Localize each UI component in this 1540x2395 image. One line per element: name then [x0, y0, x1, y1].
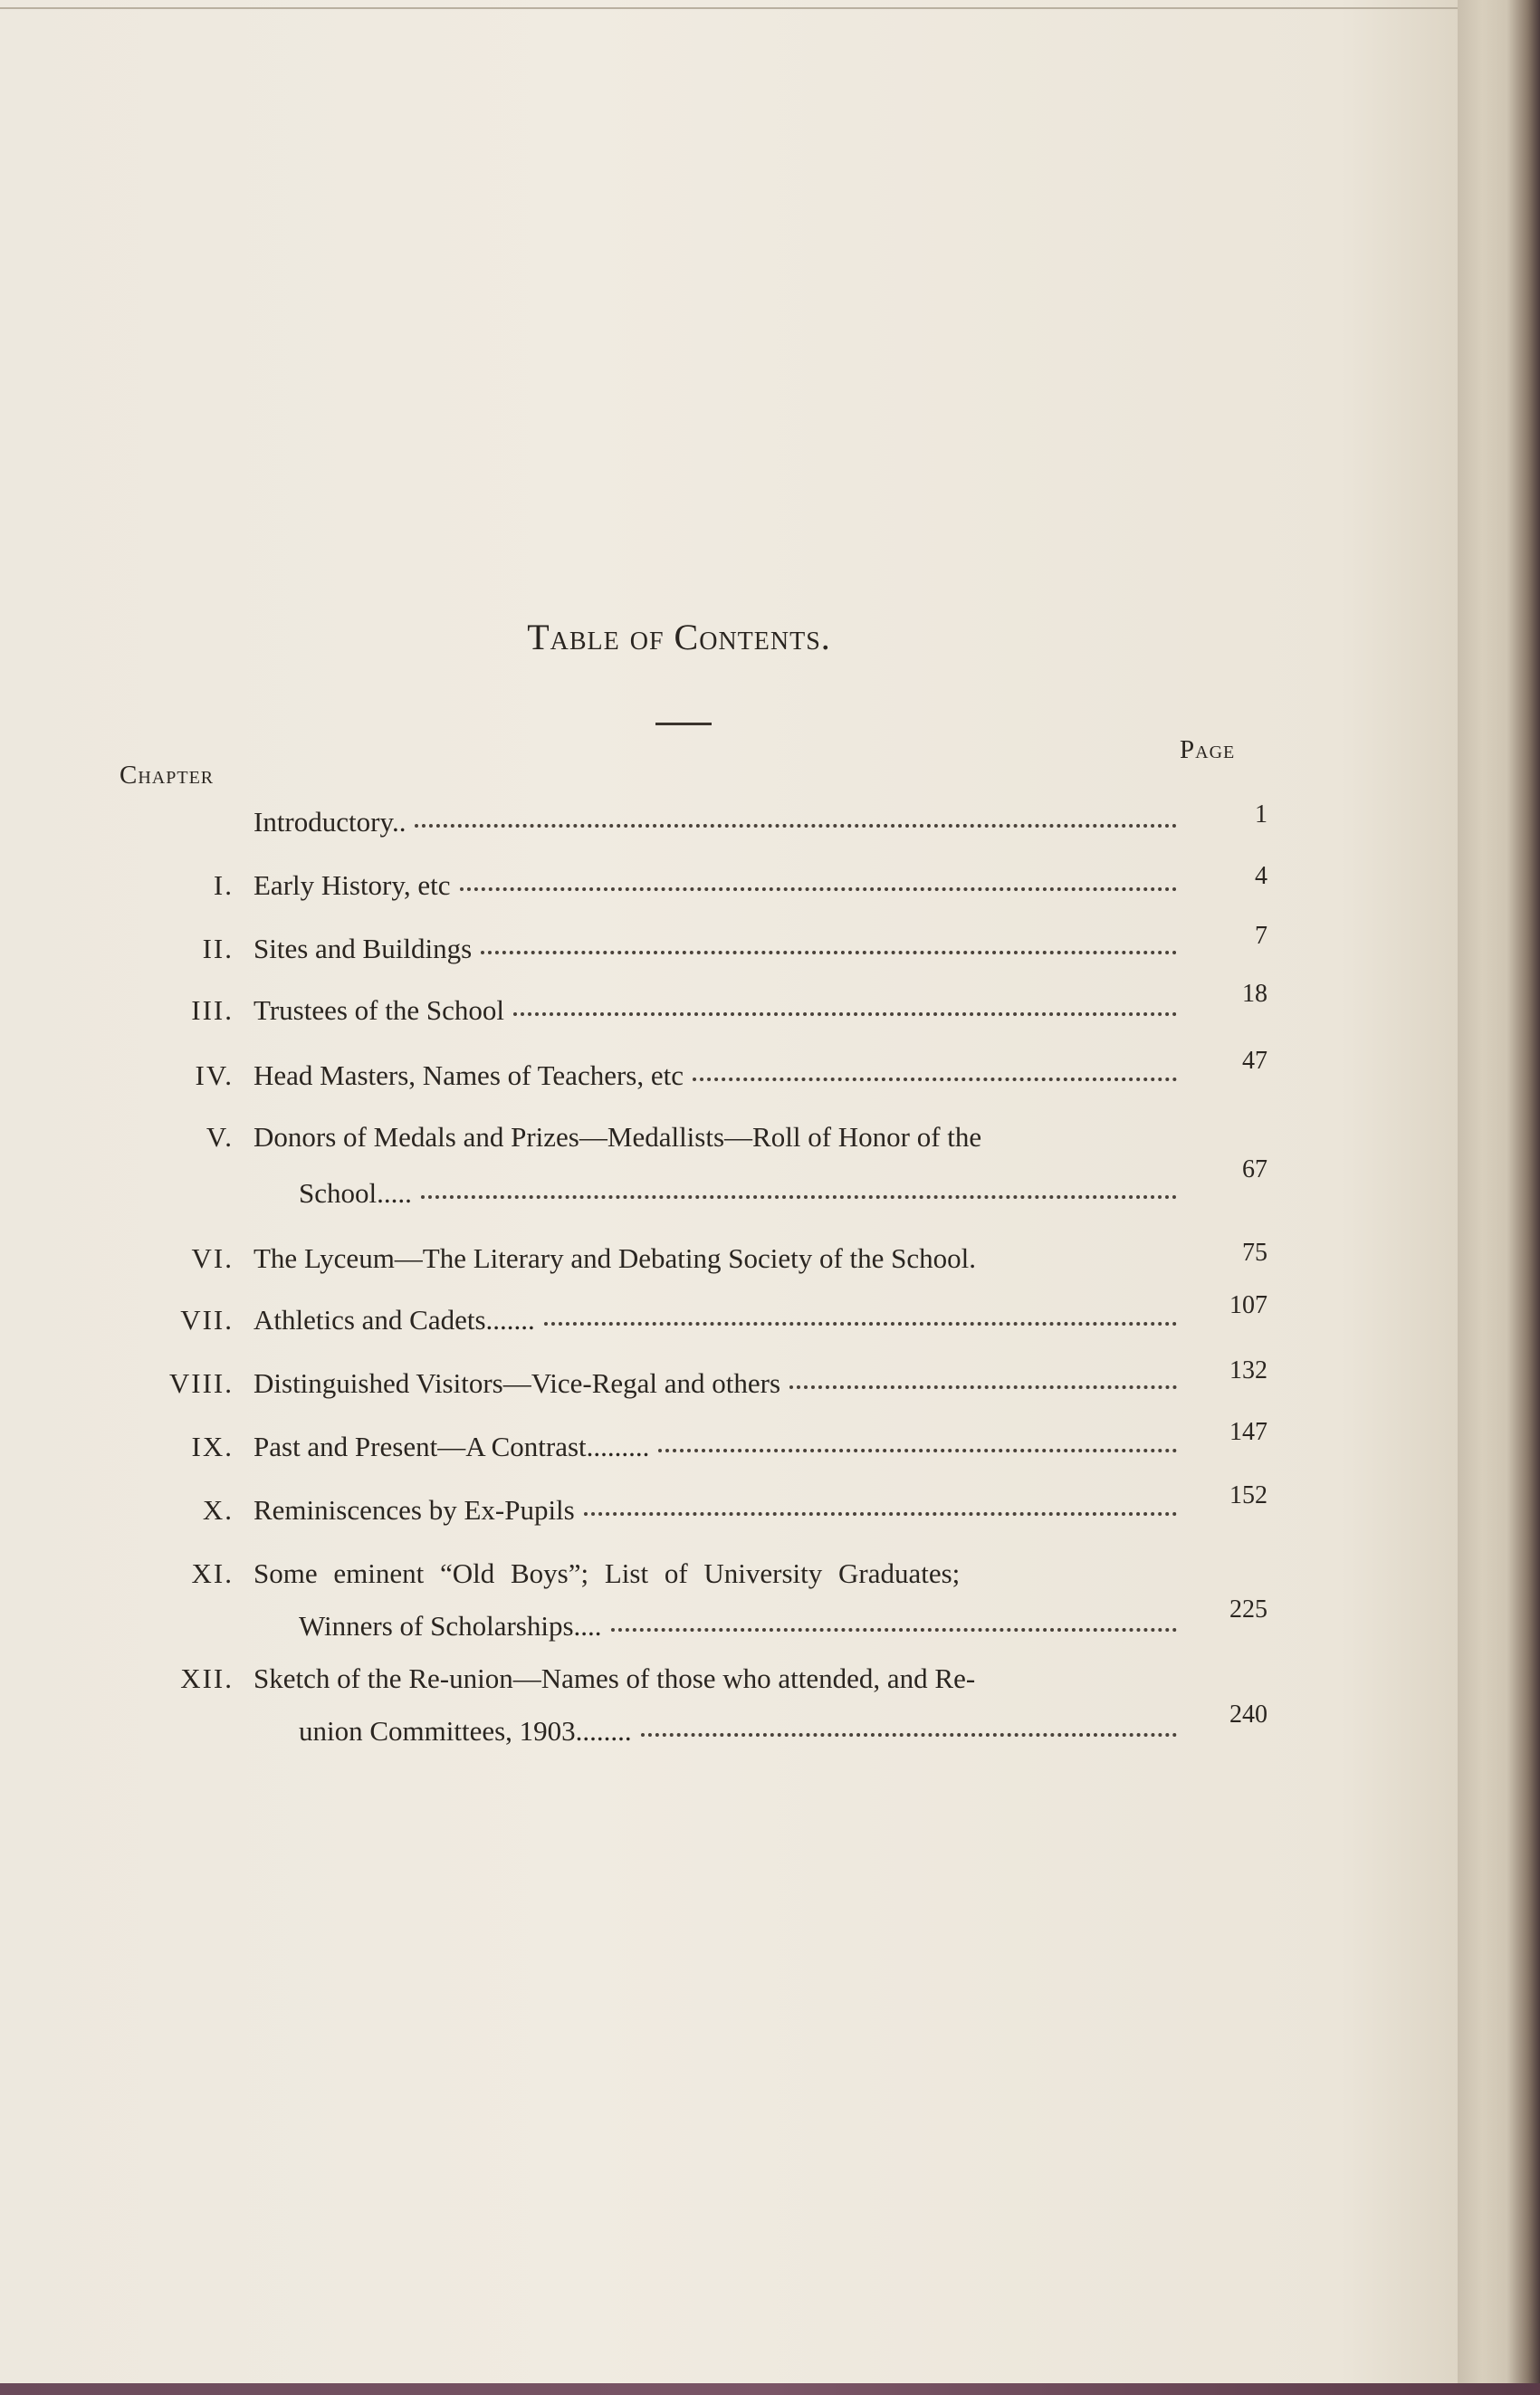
chapter-numeral: V.	[206, 1121, 234, 1153]
chapter-numeral: I.	[213, 869, 234, 901]
chapter-title-continuation: union Committees, 1903........	[299, 1715, 632, 1747]
chapter-title: Trustees of the School	[253, 994, 504, 1026]
toc-entry	[109, 1481, 1267, 1534]
chapter-title: Distinguished Visitors—Vice-Regal and others	[253, 1367, 781, 1399]
dot-leader	[641, 1729, 1177, 1737]
chapter-title: Past and Present—A Contrast.........	[253, 1431, 650, 1462]
chapter-numeral: III.	[191, 994, 234, 1026]
dot-leader	[415, 820, 1177, 828]
page-number: 7	[1255, 922, 1267, 950]
dot-leader	[611, 1624, 1177, 1632]
toc-entry	[109, 1356, 1267, 1407]
page-number: 4	[1255, 862, 1267, 890]
page-number: 18	[1242, 980, 1267, 1008]
toc-entry	[109, 1239, 1267, 1282]
toc-entry	[109, 1121, 1267, 1221]
chapter-title: Some eminent “Old Boys”; List of University Graduates;	[253, 1557, 961, 1589]
chapter-column-label: Chapter	[120, 761, 215, 790]
cover-edge	[0, 2383, 1540, 2395]
page-number: 147	[1229, 1418, 1267, 1446]
title-divider	[655, 723, 712, 725]
dot-leader	[789, 1382, 1177, 1389]
dot-leader	[544, 1318, 1177, 1326]
chapter-numeral: VII.	[180, 1304, 234, 1336]
chapter-numeral: IX.	[191, 1431, 234, 1462]
chapter-title: Sites and Buildings	[253, 933, 473, 964]
chapter-numeral: XI.	[191, 1557, 234, 1589]
chapter-numeral: IV.	[195, 1059, 234, 1091]
chapter-title: Athletics and Cadets.......	[253, 1304, 535, 1336]
toc-entry	[109, 800, 1267, 846]
toc-entry	[109, 1662, 1267, 1762]
page-number: 47	[1242, 1047, 1267, 1075]
chapter-title: Early History, etc	[253, 869, 451, 901]
chapter-numeral: II.	[202, 933, 234, 964]
dot-leader	[658, 1445, 1177, 1452]
chapter-numeral: XII.	[180, 1662, 234, 1694]
toc-entry	[109, 1557, 1267, 1657]
chapter-title: Reminiscences by Ex-Pupils	[253, 1494, 575, 1526]
page-number: 225	[1229, 1595, 1267, 1624]
chapter-title-continuation: School.....	[299, 1177, 412, 1209]
page-number: 107	[1229, 1291, 1267, 1319]
dot-leader	[693, 1074, 1177, 1081]
page-number: 1	[1255, 800, 1267, 829]
toc-entry	[109, 980, 1267, 1034]
page-number: 75	[1242, 1239, 1267, 1267]
page-number: 152	[1229, 1481, 1267, 1509]
dot-leader	[421, 1192, 1177, 1199]
dot-leader	[460, 884, 1178, 891]
chapter-numeral: VI.	[191, 1242, 234, 1274]
top-edge-rule	[0, 7, 1458, 9]
chapter-title-continuation: Winners of Scholarships....	[299, 1610, 602, 1642]
chapter-title: Sketch of the Re-union—Names of those who attended, and Re-	[253, 1662, 976, 1694]
dot-leader	[481, 947, 1177, 954]
chapter-title: Donors of Medals and Prizes—Medallists—Roll of Honor of the	[253, 1121, 982, 1153]
toc-entry	[109, 862, 1267, 909]
chapter-numeral: VIII.	[168, 1367, 234, 1399]
book-fore-edge	[1458, 0, 1540, 2395]
page-number: 240	[1229, 1700, 1267, 1729]
chapter-title: Head Masters, Names of Teachers, etc	[253, 1059, 684, 1091]
chapter-numeral: X.	[202, 1494, 234, 1526]
toc-entry	[109, 1291, 1267, 1344]
page-title: Table of Contents.	[527, 617, 831, 657]
chapter-title: Introductory..	[253, 806, 407, 838]
toc-entry	[109, 1418, 1267, 1471]
toc-entry	[109, 1047, 1267, 1099]
dot-leader	[513, 1009, 1177, 1016]
page-column-label: Page	[1180, 735, 1236, 764]
chapter-title: The Lyceum—The Literary and Debating Society of the School.	[253, 1242, 977, 1274]
dot-leader	[584, 1509, 1177, 1516]
page-number: 67	[1242, 1155, 1267, 1183]
toc-entry	[109, 922, 1267, 972]
page-number: 132	[1229, 1356, 1267, 1384]
